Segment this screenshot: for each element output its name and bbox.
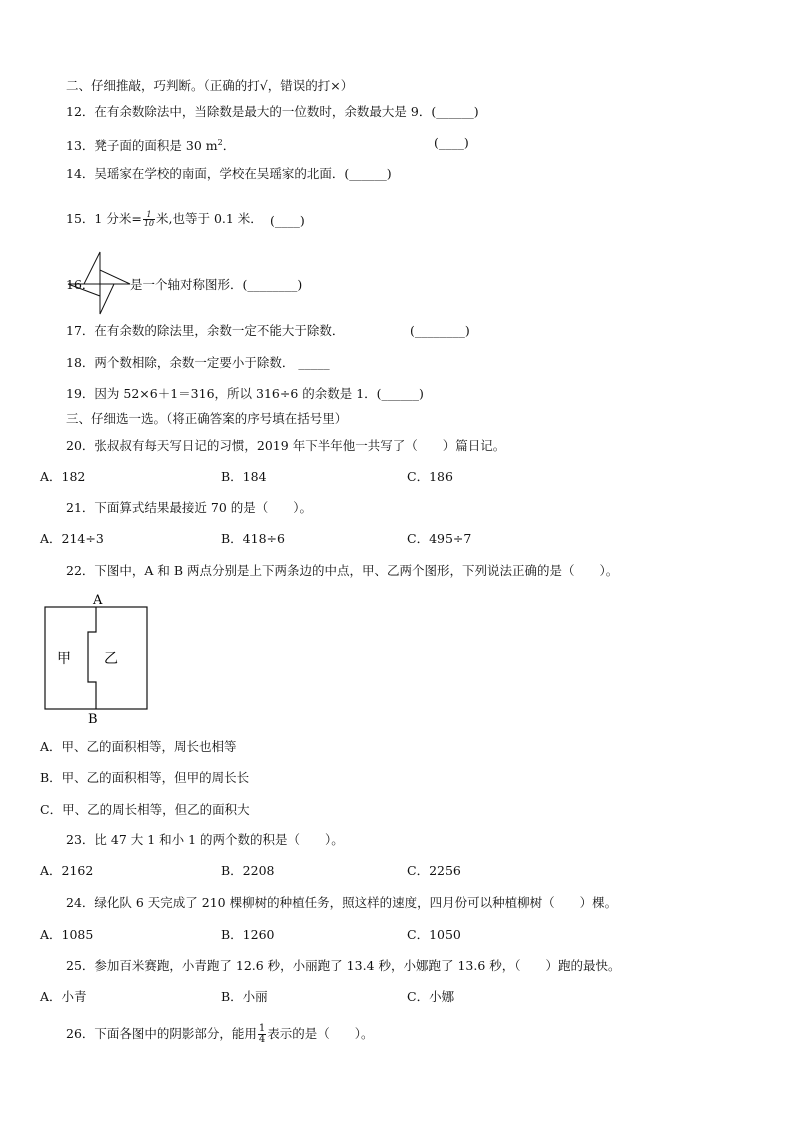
pinwheel-right-triangle: [100, 270, 130, 284]
question-25-option-a: A．小青: [40, 989, 87, 1004]
label-b: B: [88, 712, 98, 726]
question-24: 24．绿化队 6 天完成了 210 棵柳树的种植任务，照这样的速度，四月份可以种植柳树（ ）棵。: [66, 895, 618, 910]
question-17: 17．在有余数的除法里，余数一定不能大于除数．: [66, 323, 345, 338]
question-24-option-b: B．1260: [221, 927, 275, 942]
question-20: 20．张叔叔有每天写日记的习惯，2019 年下半年他一共写了（ ）篇日记。: [66, 438, 506, 453]
question-16-text: 是一个轴对称图形．(________): [130, 277, 303, 292]
question-19: 19．因为 52×6＋1＝316，所以 316÷6 的余数是 1．(______): [66, 386, 424, 401]
dividing-line: [88, 607, 96, 709]
question-13-blank: (____): [434, 135, 469, 150]
section-3-heading: 三、仔细选一选。（将正确答案的序号填在括号里）: [66, 411, 348, 426]
question-15-blank: (____): [270, 213, 305, 228]
question-16-number: 16．: [66, 277, 95, 292]
question-21-option-c: C．495÷7: [407, 531, 472, 546]
question-22-option-b: B．甲、乙的面积相等，但甲的周长长: [40, 770, 250, 785]
pinwheel-upper-triangle: [84, 252, 100, 284]
square-division-figure: [38, 588, 156, 726]
question-25-option-b: B．小丽: [221, 989, 268, 1004]
question-13-text: 13．凳子面的面积是 30 m: [66, 138, 218, 154]
question-15-fraction: [143, 211, 155, 228]
question-22-option-c: C．甲、乙的周长相等，但乙的面积大: [40, 802, 250, 817]
pinwheel-left-triangle: [68, 284, 100, 296]
question-26-b: 表示的是（ ）。: [267, 1026, 374, 1041]
question-15-b: 米,也等于 0.1 米．: [156, 211, 263, 226]
question-20-option-a: A．182: [40, 469, 86, 484]
question-13-end: ．: [222, 138, 236, 154]
question-14: 14．吴瑶家在学校的南面，学校在吴瑶家的北面．(______): [66, 166, 392, 181]
section-2-heading: 二、仔细推敲，巧判断。（正确的打√，错误的打×）: [66, 78, 354, 93]
question-24-option-a: A．1085: [40, 927, 94, 942]
question-26-a: 26．下面各图中的阴影部分，能用: [66, 1026, 257, 1041]
question-25: 25．参加百米赛跑，小青跑了 12.6 秒，小丽跑了 13.4 秒，小娜跑了 13.6 秒，（ ）跑的最快。: [66, 958, 621, 973]
question-18: 18．两个数相除，余数一定要小于除数． _____: [66, 355, 330, 370]
question-24-option-c: C．1050: [407, 927, 461, 942]
question-22: 22．下图中，A 和 B 两点分别是上下两条边的中点，甲、乙两个图形，下列说法正确的是（ ）。: [66, 563, 619, 578]
pinwheel-lower-triangle: [100, 284, 114, 314]
question-26: [66, 1024, 374, 1045]
question-26-den: 4: [258, 1034, 266, 1045]
question-21-option-a: A．214÷3: [40, 531, 104, 546]
question-15: [66, 210, 263, 228]
question-15-a: 15．1 分米=: [66, 211, 142, 226]
question-15-den: 10: [143, 219, 154, 228]
question-21-option-b: B．418÷6: [221, 531, 285, 546]
question-21: 21．下面算式结果最接近 70 的是（ ）。: [66, 500, 313, 515]
question-15-num: 1: [143, 211, 155, 220]
label-yi: 乙: [104, 651, 118, 667]
question-23: 23．比 47 大 1 和小 1 的两个数的积是（ ）。: [66, 832, 344, 847]
question-13: [66, 134, 235, 155]
question-22-option-a: A．甲、乙的面积相等，周长也相等: [40, 739, 237, 754]
question-26-fraction: [258, 1024, 266, 1045]
question-25-option-c: C．小娜: [407, 989, 455, 1004]
question-20-option-c: C．186: [407, 469, 453, 484]
question-23-option-c: C．2256: [407, 863, 461, 878]
question-23-option-b: B．2208: [221, 863, 275, 878]
pinwheel-figure: [66, 250, 132, 316]
question-20-option-b: B．184: [221, 469, 267, 484]
label-jia: 甲: [57, 651, 71, 667]
question-17-blank: (________): [410, 323, 470, 338]
question-23-option-a: A．2162: [40, 863, 94, 878]
label-a: A: [93, 593, 103, 608]
question-13-sup: 2: [217, 138, 223, 147]
question-26-num: 1: [258, 1023, 266, 1034]
question-12: 12．在有余数除法中，当除数是最大的一位数时，余数最大是 9．(______): [66, 104, 479, 119]
